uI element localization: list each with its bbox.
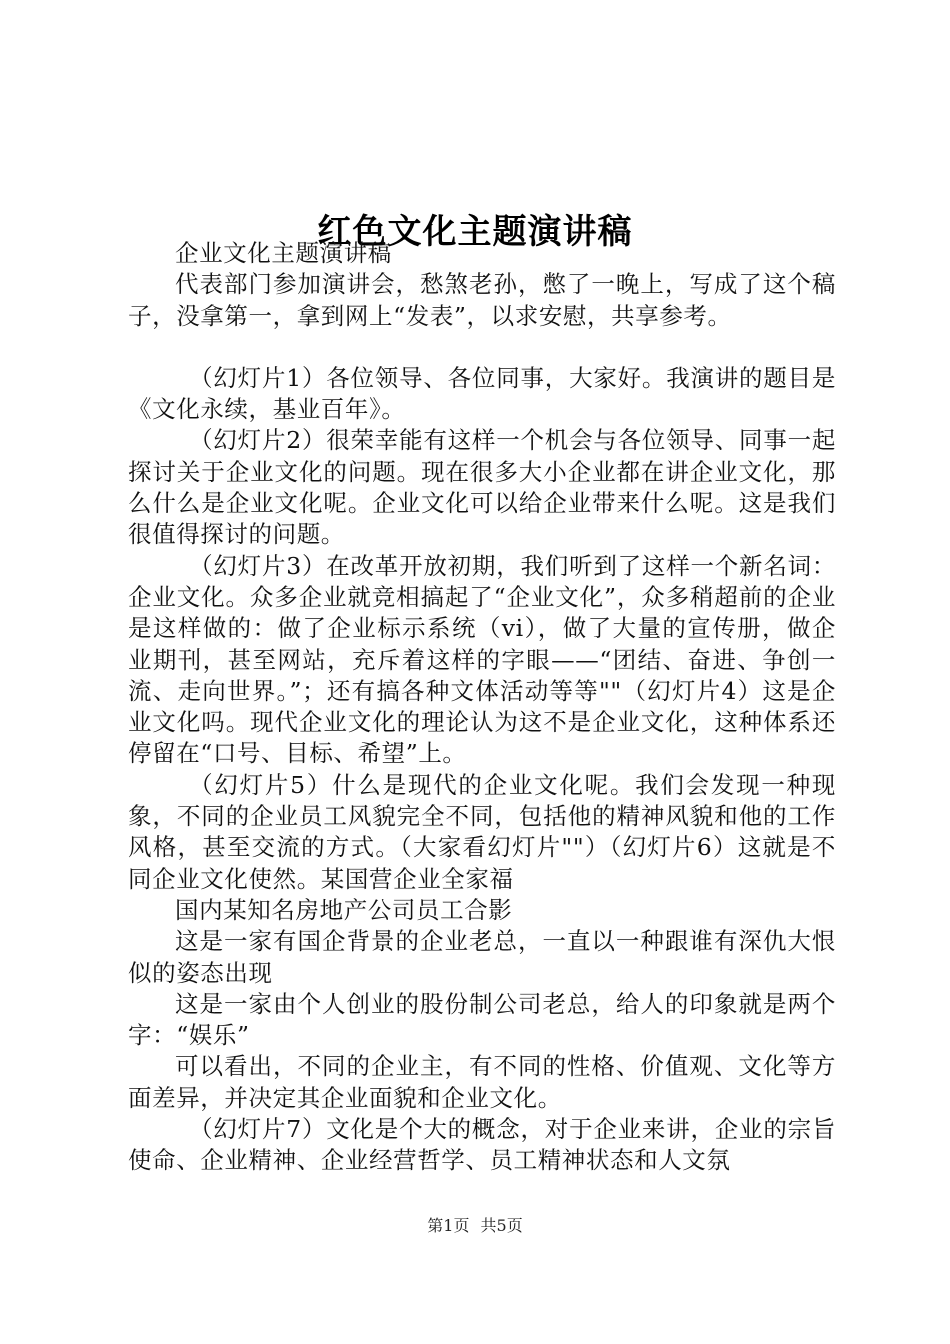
paragraph-slide-5: （幻灯片5）什么是现代的企业文化呢。我们会发现一种现象，不同的企业员工风貌完全不同，包括他的精神风貌和他的工作风格，甚至交流的方式。（大家看幻灯片""）（幻灯片6）这就是不同企业文化使然。某国营企业全家福 xyxy=(128,770,836,893)
paragraph-private-enterprise: 这是一家由个人创业的股份制公司老总，给人的印象就是两个字：“娱乐” xyxy=(128,989,836,1050)
page-total: 共5页 xyxy=(480,1216,523,1235)
paragraph-state-enterprise: 这是一家有国企背景的企业老总，一直以一种跟谁有深仇大恨似的姿态出现 xyxy=(128,927,836,987)
paragraph-subtitle: 企业文化主题演讲稿 xyxy=(175,239,392,267)
document-title: 红色文化主题演讲稿 xyxy=(317,211,633,252)
page-footer xyxy=(0,1216,950,1236)
paragraph-caption: 国内某知名房地产公司员工合影 xyxy=(175,895,513,924)
paragraph-slide-2: （幻灯片2）很荣幸能有这样一个机会与各位领导、同事一起探讨关于企业文化的问题。现在很多大小企业都在讲企业文化，那么什么是企业文化呢。企业文化可以给企业带来什么呢。这是我们很值得探讨的问题。 xyxy=(128,426,836,549)
paragraph-slide-7: （幻灯片7）文化是个大的概念，对于企业来讲，企业的宗旨使命、企业精神、企业经营哲学、员工精神状态和人文氛 xyxy=(128,1115,836,1175)
page-number: 第1页 xyxy=(427,1216,470,1235)
paragraph-conclusion: 可以看出，不同的企业主，有不同的性格、价值观、文化等方面差异，并决定其企业面貌和企业文化。 xyxy=(128,1052,836,1112)
paragraph-intro: 代表部门参加演讲会，愁煞老孙，憋了一晚上，写成了这个稿子，没拿第一，拿到网上“发表”，以求安慰，共享参考。 xyxy=(128,270,836,330)
paragraph-slide-1: （幻灯片1）各位领导、各位同事，大家好。我演讲的题目是《文化永续，基业百年》。 xyxy=(128,363,836,424)
paragraph-slide-3: （幻灯片3）在改革开放初期，我们听到了这样一个新名词：企业文化。众多企业就竞相搞起了“企业文化”，众多稍超前的企业是这样做的：做了企业标示系统（vi），做了大量的宣传册，做企业期刊，甚至网站，充斥着这样的字眼——“团结、奋进、争创一流、走向世界。”；还有搞各种文体活动等等""（幻灯片4）这是企业文化吗。现代企业文化的理论认为这不是企业文化，这种体系还停留在“口号、目标、希望”上。 xyxy=(128,551,836,768)
document-body xyxy=(128,238,836,1177)
